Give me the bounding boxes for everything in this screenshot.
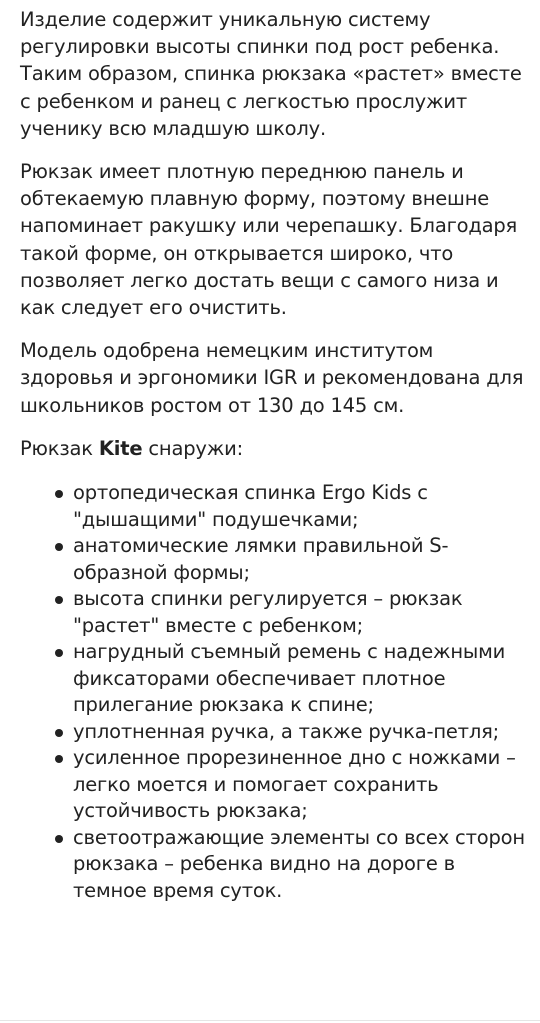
description-paragraph-certification: Модель одобрена немецким институтом здоровья и эргономики IGR и рекомендована для школьников ростом от 130 до 145 см.: [20, 339, 524, 417]
feature-text: высота спинки регулируется – рюкзак "растет" вместе с ребенком;: [73, 587, 463, 637]
feature-text: нагрудный съемный ремень с надежными фиксаторами обеспечивает плотное прилегание рюкзака к спине;: [73, 640, 506, 717]
bullet-icon: [55, 649, 63, 657]
feature-item: [20, 586, 525, 639]
heading-prefix: Рюкзак: [20, 436, 99, 460]
bullet-icon: [55, 729, 63, 737]
description-paragraph-height-system: Изделие содержит уникальную систему регулировки высоты спинки под рост ребенка. Таким образом, спинка рюкзака «растет» вместе с ребенком и ранец с легкостью прослужит ученику всю младшую школу.: [20, 8, 522, 140]
brand-name: Kite: [98, 436, 143, 460]
feature-item: [20, 639, 525, 719]
feature-item: [20, 745, 525, 825]
bottom-divider: [0, 1020, 540, 1021]
feature-item: [20, 825, 525, 905]
feature-text: светоотражающие элементы со всех сторон рюкзака – ребенка видно на дороге в темное время суток.: [73, 825, 525, 902]
feature-text: уплотненная ручка, а также ручка-петля;: [73, 719, 499, 743]
bullet-icon: [55, 835, 63, 843]
bullet-icon: [55, 596, 63, 604]
bullet-icon: [55, 543, 63, 551]
features-list: [20, 480, 525, 904]
feature-item: [20, 480, 525, 533]
feature-item: [20, 719, 525, 746]
feature-item: [20, 533, 525, 586]
bullet-icon: [55, 755, 63, 763]
bullet-icon: [55, 490, 63, 498]
description-paragraph-shape: Рюкзак имеет плотную переднюю панель и обтекаемую плавную форму, поэтому внешне напоминает ракушку или черепашку. Благодаря такой форме, он открывается широко, что позволяет легко достать вещи с самого низа и как следует его очистить.: [20, 160, 518, 320]
feature-text: усиленное прорезиненное дно с ножками – легко моется и помогает сохранить устойчивость рюкзака;: [73, 746, 516, 823]
outside-features-heading: [20, 435, 525, 462]
feature-text: ортопедическая спинка Ergo Kids с "дышащими" подушечками;: [73, 481, 428, 531]
product-description: [20, 6, 525, 904]
feature-text: анатомические лямки правильной S-образной формы;: [73, 534, 449, 584]
heading-suffix: снаружи:: [142, 436, 243, 460]
